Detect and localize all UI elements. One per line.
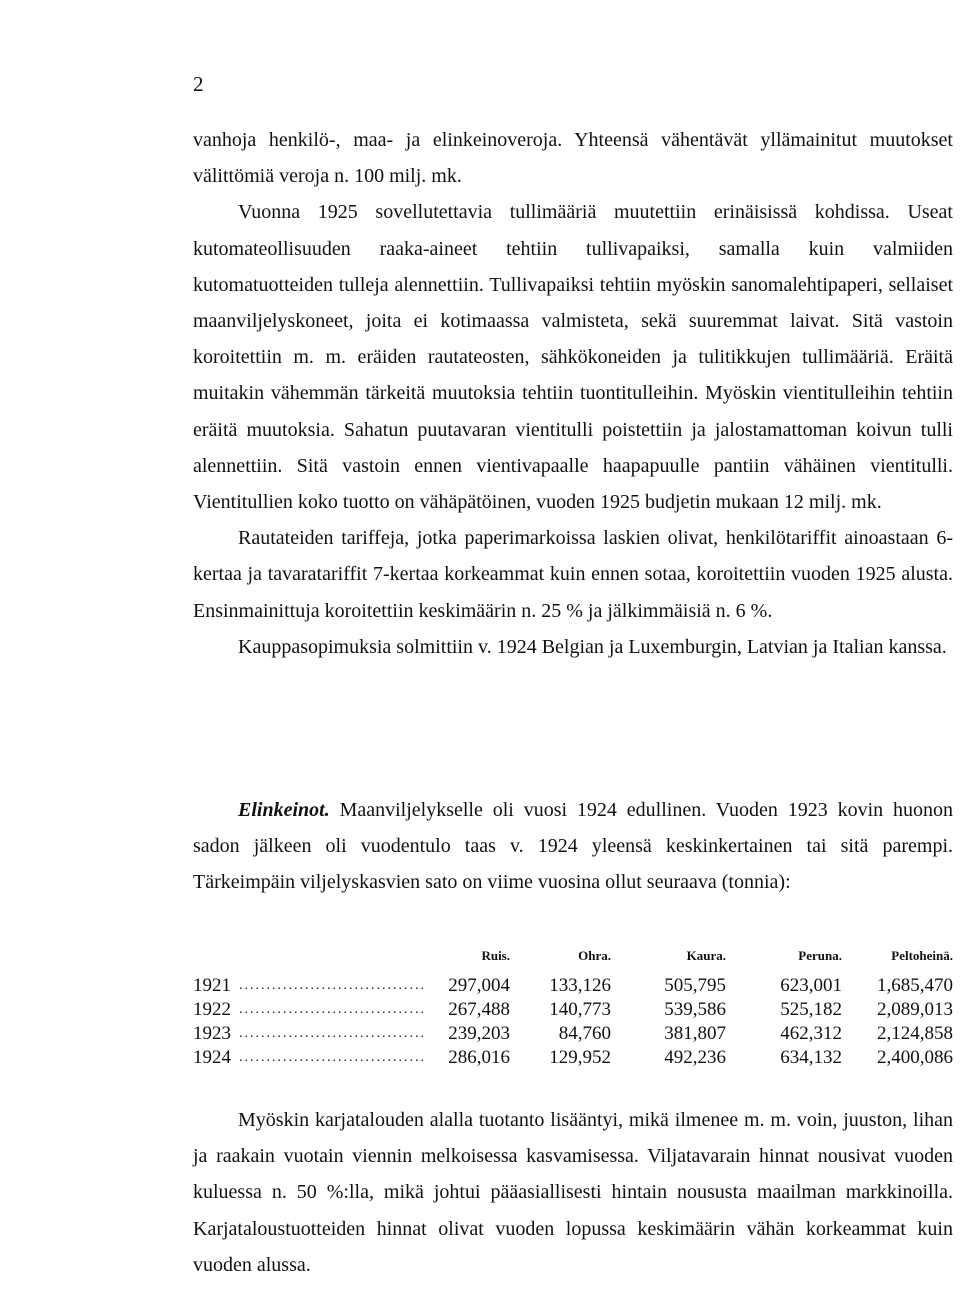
table-cell: 505,795 bbox=[664, 975, 726, 996]
text-block-industries bbox=[193, 792, 953, 901]
table-row bbox=[193, 1046, 953, 1070]
table-cell: 84,760 bbox=[558, 1023, 611, 1044]
table-cell: 539,586 bbox=[664, 999, 726, 1020]
table-cell: 129,952 bbox=[549, 1047, 611, 1068]
text-block-livestock bbox=[193, 1102, 953, 1283]
table-year: 1921 bbox=[193, 975, 231, 996]
table-header-rye: Ruis. bbox=[481, 948, 510, 963]
paragraph-agriculture-text: Maanviljelykselle oli vuosi 1924 edullinen. Vuoden 1923 kovin huonon sadon jälkeen oli vuodentulo taas v. 1924 yleensä keskinkertainen tai sitä parempi. Tärkeimpäin viljelyskasvien sato on viime vuosina ollut seuraava (tonnia): bbox=[193, 799, 954, 894]
table-cell: 140,773 bbox=[549, 999, 611, 1020]
table-row bbox=[193, 974, 953, 998]
harvest-table bbox=[193, 948, 953, 1070]
table-row bbox=[193, 998, 953, 1022]
table-cell: 267,488 bbox=[448, 999, 510, 1020]
table-header-oats: Kaura. bbox=[686, 948, 726, 963]
table-header-hay: Peltoheinä. bbox=[891, 948, 953, 963]
paragraph-taxes-end: vanhoja henkilö-, maa- ja elinkeinoveroja. Yhteensä vähentävät yllämainitut muutokset välittömiä veroja n. 100 milj. mk. bbox=[193, 129, 953, 188]
paragraph-agriculture bbox=[193, 792, 953, 901]
table-cell: 1,685,470 bbox=[877, 975, 953, 996]
table-row bbox=[193, 1022, 953, 1046]
dot-leader: .................................. bbox=[239, 978, 426, 993]
table-cell: 2,400,086 bbox=[877, 1047, 953, 1068]
table-cell: 133,126 bbox=[549, 975, 611, 996]
table-cell: 297,004 bbox=[448, 975, 510, 996]
table-cell: 381,807 bbox=[664, 1023, 726, 1044]
table-year: 1924 bbox=[193, 1047, 231, 1068]
table-header-barley: Ohra. bbox=[578, 948, 611, 963]
text-block-taxes bbox=[193, 122, 953, 665]
table-year-cell bbox=[193, 1022, 426, 1046]
paragraph-railway-tariffs: Rautateiden tariffeja, jotka paperimarkoissa laskien olivat, henkilötariffit ainoastaan 6-kertaa ja tavaratariffit 7-kertaa korkeammat kuin ennen sotaa, koroitettiin vuoden 1925 alusta. Ensinmainittuja koroitettiin keskimäärin n. 25 % ja jälkimmäisiä n. 6 %. bbox=[193, 527, 953, 622]
table-header-potato: Peruna. bbox=[798, 948, 842, 963]
paragraph-trade-agreements: Kauppasopimuksia solmittiin v. 1924 Belgian ja Luxemburgin, Latvian ja Italian kanssa. bbox=[238, 635, 947, 658]
table-year: 1922 bbox=[193, 999, 231, 1020]
table-cell: 623,001 bbox=[780, 975, 842, 996]
page-number: 2 bbox=[193, 72, 204, 96]
table-cell: 2,089,013 bbox=[877, 999, 953, 1020]
dot-leader: .................................. bbox=[239, 1026, 426, 1041]
paragraph-tariffs: Vuonna 1925 sovellutettavia tullimääriä muutettiin erinäisissä kohdissa. Useat kutomateollisuuden raaka-aineet tehtiin tullivapaiksi, samalla kuin valmiiden kutomatuotteiden tulleja alennettiin. Tullivapaiksi tehtiin myöskin sanomalehtipaperi, sellaiset maanviljelyskoneet, joita ei kotimaassa valmisteta, sekä suuremmat laivat. Sitä vastoin koroitettiin m. m. eräiden rautateosten, sähkökoneiden ja tulitikkujen tullimääriä. Eräitä muitakin vähemmän tärkeitä muutoksia tehtiin tuontitulleihin. Myöskin vientitulleihin tehtiin eräitä muutoksia. Sahatun puutavaran vientitulli poistettiin ja jalostamattoman koivun tulli alennettiin. Sitä vastoin ennen vientivapaalle haapapuulle pantiin vähäinen vientitulli. Vientitullien koko tuotto on vähäpätöinen, vuoden 1925 budjetin mukaan 12 milj. mk. bbox=[193, 201, 953, 514]
dot-leader: .................................. bbox=[239, 1002, 426, 1017]
table-year: 1923 bbox=[193, 1023, 231, 1044]
table-year-cell bbox=[193, 998, 426, 1022]
table-cell: 492,236 bbox=[664, 1047, 726, 1068]
table-cell: 525,182 bbox=[780, 999, 842, 1020]
paragraph-livestock: Myöskin karjatalouden alalla tuotanto lisääntyi, mikä ilmenee m. m. voin, juuston, lihan ja raakain vuotain viennin melkoisessa kasvamisessa. Viljatavarain hinnat nousivat vuoden kuluessa n. 50 %:lla, mikä johtui pääasiallisesti hintain noususta maailman markkinoilla. Karjataloustuotteiden hinnat olivat vuoden lopussa keskimäärin vähän korkeammat kuin vuoden alussa. bbox=[193, 1109, 953, 1276]
table-year-cell bbox=[193, 974, 426, 998]
section-title: Elinkeinot. bbox=[238, 799, 330, 821]
table-cell: 462,312 bbox=[780, 1023, 842, 1044]
table-year-cell bbox=[193, 1046, 426, 1070]
dot-leader: .................................. bbox=[239, 1050, 426, 1065]
table-cell: 286,016 bbox=[448, 1047, 510, 1068]
table-cell: 2,124,858 bbox=[877, 1023, 953, 1044]
table-cell: 239,203 bbox=[448, 1023, 510, 1044]
table-header-row bbox=[193, 948, 953, 974]
table-cell: 634,132 bbox=[780, 1047, 842, 1068]
